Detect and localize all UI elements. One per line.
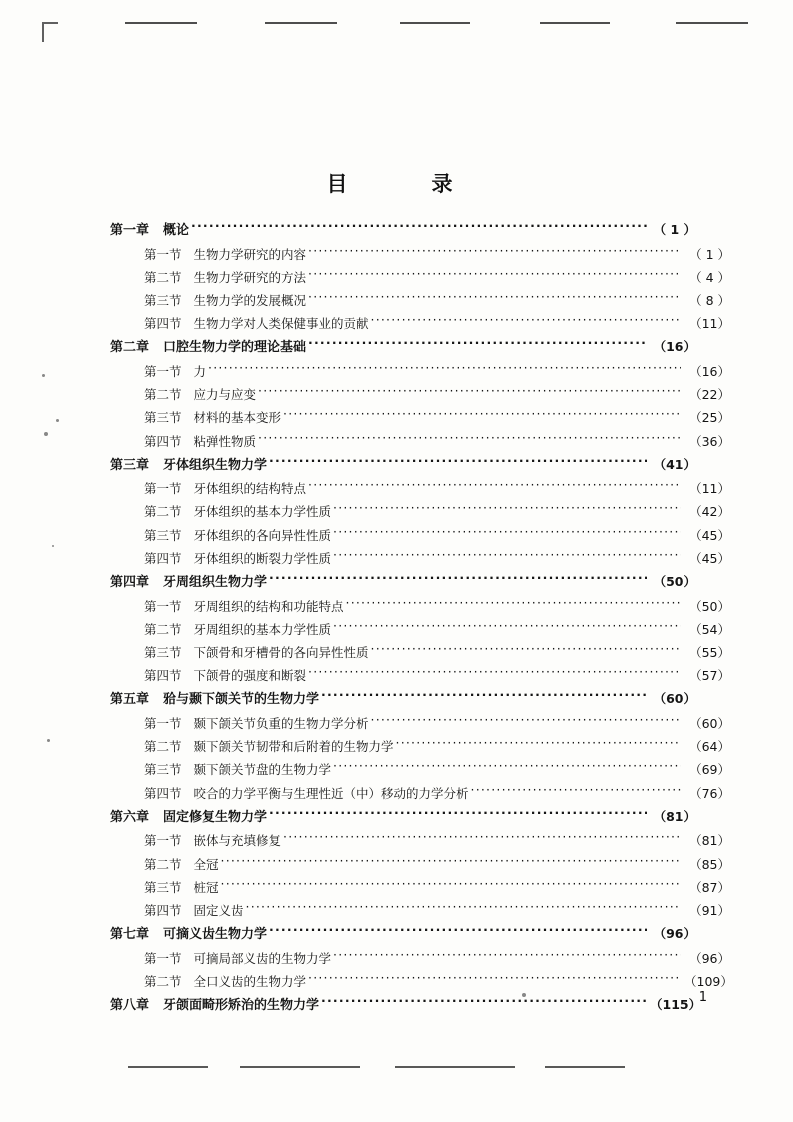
toc-leader-dots xyxy=(371,316,681,328)
toc-entry-label: 颞下颌关节盘的生物力学 xyxy=(193,762,332,778)
toc-section-entry[interactable] xyxy=(110,364,730,379)
toc-entry-number: 第一节 xyxy=(144,833,182,849)
toc-entry-number: 第二节 xyxy=(144,269,182,285)
toc-entry-number: 第二节 xyxy=(144,621,182,637)
toc-entry-number: 第一节 xyxy=(144,950,182,966)
scan-speck-3 xyxy=(44,432,48,436)
toc-entry-page: （45） xyxy=(689,527,730,543)
toc-entry-label: 应力与应变 xyxy=(193,387,257,403)
toc-entry-label: 生物力学研究的方法 xyxy=(193,269,307,285)
toc-section-entry[interactable] xyxy=(110,387,730,402)
toc-entry-label: 下颌骨的强度和断裂 xyxy=(193,668,307,684)
toc-entry-label: 牙周组织的基本力学性质 xyxy=(193,621,332,637)
toc-section-entry[interactable] xyxy=(110,410,730,425)
toc-leader-dots xyxy=(283,410,681,422)
toc-entry-page: （36） xyxy=(689,433,730,449)
toc-entry-label: 颞下颌关节负重的生物力学分析 xyxy=(193,715,369,731)
toc-entry-page: （50） xyxy=(653,574,696,590)
toc-leader-dots xyxy=(471,786,681,798)
toc-entry-label: 牙体组织的基本力学性质 xyxy=(193,504,332,520)
toc-entry-page: （96） xyxy=(653,926,696,942)
toc-entry-page: （87） xyxy=(689,879,730,895)
toc-entry-label: 颞下颌关节韧带和后附着的生物力学 xyxy=(193,739,394,755)
scan-top-dash-2 xyxy=(265,22,337,24)
toc-chapter-entry[interactable] xyxy=(110,926,696,942)
toc-entry-page: （76） xyxy=(689,785,730,801)
toc-leader-dots xyxy=(308,481,681,493)
toc-entry-page: （11） xyxy=(689,316,730,332)
toc-entry-number: 第二节 xyxy=(144,387,182,403)
toc-entry-label: 粘弹性物质 xyxy=(193,433,257,449)
toc-section-entry[interactable] xyxy=(110,504,730,519)
toc-entry-page: （42） xyxy=(689,504,730,520)
toc-entry-number: 第五章 xyxy=(110,692,150,708)
toc-entry-number: 第二节 xyxy=(144,856,182,872)
toc-entry-number: 第一节 xyxy=(144,246,182,262)
toc-entry-page: （16） xyxy=(689,363,730,379)
toc-entry-page: （ 4 ） xyxy=(689,269,730,285)
toc-entry-label: 可摘局部义齿的生物力学 xyxy=(193,950,332,966)
toc-entry-page: （115） xyxy=(650,997,702,1013)
toc-entry-label: 牙体组织的断裂力学性质 xyxy=(193,550,332,566)
toc-entry-page: （45） xyxy=(689,550,730,566)
toc-entry-label: 嵌体与充填修复 xyxy=(193,833,282,849)
toc-leader-dots xyxy=(221,857,681,869)
toc-section-entry[interactable] xyxy=(110,293,730,308)
scan-bottom-dash-3 xyxy=(395,1066,515,1068)
toc-entry-page: （109） xyxy=(684,973,733,989)
toc-leader-dots xyxy=(371,645,681,657)
toc-entry-page: （41） xyxy=(653,456,696,472)
toc-entry-page: （16） xyxy=(653,339,696,355)
toc-entry-page: （55） xyxy=(689,645,730,660)
toc-leader-dots xyxy=(371,716,681,728)
toc-leader-dots xyxy=(333,951,681,963)
toc-leader-dots xyxy=(308,270,681,282)
toc-entry-label: 咬合的力学平衡与生理性近（中）移动的力学分析 xyxy=(193,785,469,801)
toc-section-entry[interactable] xyxy=(110,903,730,918)
toc-entry-number: 第二章 xyxy=(110,340,150,356)
toc-entry-number: 第三章 xyxy=(110,457,150,473)
toc-section-entry[interactable] xyxy=(110,645,730,660)
toc-entry-page: （57） xyxy=(689,668,730,684)
table-of-contents xyxy=(110,222,733,1022)
toc-leader-dots xyxy=(333,504,681,516)
toc-entry-number: 第四节 xyxy=(144,785,182,801)
scan-top-dash-1 xyxy=(125,22,197,24)
toc-entry-number: 第四节 xyxy=(144,902,182,918)
scan-speck-2 xyxy=(56,419,59,422)
toc-entry-page: （ 8 ） xyxy=(689,292,730,308)
toc-leader-dots xyxy=(221,880,681,892)
toc-leader-dots xyxy=(269,926,647,938)
toc-entry-number: 第四节 xyxy=(144,433,182,449)
toc-section-entry[interactable] xyxy=(110,316,730,331)
toc-leader-dots xyxy=(308,293,681,305)
toc-leader-dots xyxy=(269,457,647,469)
toc-section-entry[interactable] xyxy=(110,551,730,566)
toc-section-entry[interactable] xyxy=(110,739,730,754)
toc-entry-label: 牙周组织的结构和功能特点 xyxy=(193,598,344,614)
toc-entry-number: 第三节 xyxy=(144,879,182,895)
toc-entry-label: 牙周组织生物力学 xyxy=(163,575,268,591)
toc-entry-number: 第三节 xyxy=(144,292,182,308)
toc-entry-number: 第四节 xyxy=(144,316,182,332)
toc-entry-number: 第八章 xyxy=(110,998,150,1014)
toc-chapter-entry[interactable] xyxy=(110,997,702,1014)
toc-leader-dots xyxy=(208,364,681,376)
scan-top-dash-5 xyxy=(676,22,748,24)
toc-entry-label: 固定义齿 xyxy=(193,902,244,918)
toc-entry-label: 𬌗与颞下颌关节的生物力学 xyxy=(163,692,320,708)
toc-section-entry[interactable] xyxy=(110,833,730,848)
toc-entry-number: 第六章 xyxy=(110,809,150,825)
toc-entry-label: 生物力学的发展概况 xyxy=(193,292,307,308)
toc-entry-number: 第一节 xyxy=(144,481,182,497)
page-title: 目 录 xyxy=(326,172,467,196)
toc-chapter-entry[interactable] xyxy=(110,691,696,707)
toc-entry-label: 生物力学研究的内容 xyxy=(193,246,307,262)
toc-section-entry[interactable] xyxy=(110,880,730,895)
toc-entry-number: 第一节 xyxy=(144,363,182,379)
toc-entry-page: （ 1 ） xyxy=(653,222,696,237)
toc-leader-dots xyxy=(269,809,647,821)
toc-leader-dots xyxy=(321,691,647,703)
toc-entry-label: 概论 xyxy=(163,223,190,238)
toc-entry-page: （81） xyxy=(653,808,696,824)
toc-leader-dots xyxy=(269,574,647,586)
toc-entry-label: 力 xyxy=(193,363,207,379)
toc-leader-dots xyxy=(258,387,681,399)
toc-leader-dots xyxy=(258,434,681,446)
toc-entry-number: 第七章 xyxy=(110,927,150,943)
toc-entry-label: 下颌骨和牙槽骨的各向异性性质 xyxy=(193,645,369,660)
toc-entry-label: 可摘义齿生物力学 xyxy=(163,927,268,943)
toc-entry-label: 牙体组织生物力学 xyxy=(163,457,268,473)
toc-leader-dots xyxy=(333,551,681,563)
toc-entry-label: 牙颌面畸形矫治的生物力学 xyxy=(163,998,320,1014)
toc-leader-dots xyxy=(283,833,681,845)
toc-leader-dots xyxy=(346,599,681,611)
toc-chapter-entry[interactable] xyxy=(110,457,696,473)
scan-top-dash-4 xyxy=(540,22,610,24)
toc-entry-label: 全口义齿的生物力学 xyxy=(193,973,307,989)
toc-entry-page: （22） xyxy=(689,387,730,403)
scan-corner-mark xyxy=(42,22,58,42)
toc-entry-number: 第三节 xyxy=(144,410,182,426)
toc-entry-number: 第四章 xyxy=(110,575,150,591)
toc-leader-dots xyxy=(246,903,681,915)
toc-entry-number: 第一节 xyxy=(144,598,182,614)
toc-entry-number: 第三节 xyxy=(144,645,182,660)
toc-leader-dots xyxy=(396,739,681,751)
toc-entry-number: 第三节 xyxy=(144,762,182,778)
toc-entry-number: 第三节 xyxy=(144,527,182,543)
toc-leader-dots xyxy=(333,762,681,774)
toc-entry-page: （ 1 ） xyxy=(689,246,730,262)
scan-speck-6 xyxy=(52,545,54,547)
toc-section-entry[interactable] xyxy=(110,270,730,285)
scan-bottom-dash-2 xyxy=(240,1066,360,1068)
toc-entry-page: （91） xyxy=(689,902,730,918)
toc-section-entry[interactable] xyxy=(110,481,730,496)
toc-chapter-entry[interactable] xyxy=(110,809,696,825)
toc-entry-number: 第二节 xyxy=(144,739,182,755)
toc-leader-dots xyxy=(333,622,681,634)
toc-entry-label: 牙体组织的各向异性性质 xyxy=(193,527,332,543)
toc-section-entry[interactable] xyxy=(110,528,730,543)
toc-entry-number: 第四节 xyxy=(144,550,182,566)
toc-entry-page: （25） xyxy=(689,410,730,426)
toc-entry-number: 第二节 xyxy=(144,973,182,989)
toc-section-entry[interactable] xyxy=(110,622,730,637)
toc-section-entry[interactable] xyxy=(110,434,730,449)
toc-leader-dots xyxy=(308,339,647,351)
scan-speck-4 xyxy=(47,739,50,742)
toc-entry-number: 第一节 xyxy=(144,715,182,731)
scan-speck-1 xyxy=(42,374,45,377)
toc-leader-dots xyxy=(308,974,681,986)
scan-bottom-dash-1 xyxy=(128,1066,208,1068)
toc-entry-label: 材料的基本变形 xyxy=(193,410,282,426)
toc-entry-label: 桩冠 xyxy=(193,879,219,895)
toc-entry-page: （60） xyxy=(653,691,696,707)
toc-entry-number: 第四节 xyxy=(144,668,182,684)
toc-section-entry[interactable] xyxy=(110,857,730,872)
page-number: 1 xyxy=(698,990,707,1005)
toc-entry-page: （54） xyxy=(689,621,730,637)
toc-entry-page: （11） xyxy=(689,481,730,497)
toc-chapter-entry[interactable] xyxy=(110,574,696,590)
toc-entry-page: （85） xyxy=(689,856,730,872)
toc-entry-label: 固定修复生物力学 xyxy=(163,809,268,825)
scan-top-dash-3 xyxy=(400,22,470,24)
scan-bottom-dash-4 xyxy=(545,1066,625,1068)
toc-entry-number: 第一章 xyxy=(110,223,150,238)
toc-entry-page: （64） xyxy=(689,739,730,755)
toc-leader-dots xyxy=(333,528,681,540)
toc-entry-label: 牙体组织的结构特点 xyxy=(193,481,307,497)
toc-leader-dots xyxy=(308,247,681,259)
toc-section-entry[interactable] xyxy=(110,786,730,801)
toc-entry-label: 口腔生物力学的理论基础 xyxy=(163,340,307,356)
toc-entry-page: （50） xyxy=(689,598,730,614)
toc-entry-label: 全冠 xyxy=(193,856,219,872)
toc-entry-page: （96） xyxy=(689,950,730,966)
toc-section-entry[interactable] xyxy=(110,762,730,777)
toc-entry-label: 生物力学对人类保健事业的贡献 xyxy=(193,316,369,332)
toc-section-entry[interactable] xyxy=(110,716,730,731)
toc-leader-dots xyxy=(308,668,681,680)
toc-entry-page: （60） xyxy=(689,715,730,731)
toc-section-entry[interactable] xyxy=(110,668,730,683)
toc-section-entry[interactable] xyxy=(110,951,730,966)
toc-section-entry[interactable] xyxy=(110,599,730,614)
toc-section-entry[interactable] xyxy=(110,247,730,262)
toc-entry-page: （69） xyxy=(689,762,730,778)
toc-leader-dots xyxy=(321,997,647,1009)
toc-leader-dots xyxy=(191,222,647,234)
toc-section-entry[interactable] xyxy=(110,973,733,989)
toc-chapter-entry[interactable] xyxy=(110,339,696,355)
toc-chapter-entry[interactable] xyxy=(110,222,696,238)
toc-entry-page: （81） xyxy=(689,833,730,849)
toc-entry-number: 第二节 xyxy=(144,504,182,520)
